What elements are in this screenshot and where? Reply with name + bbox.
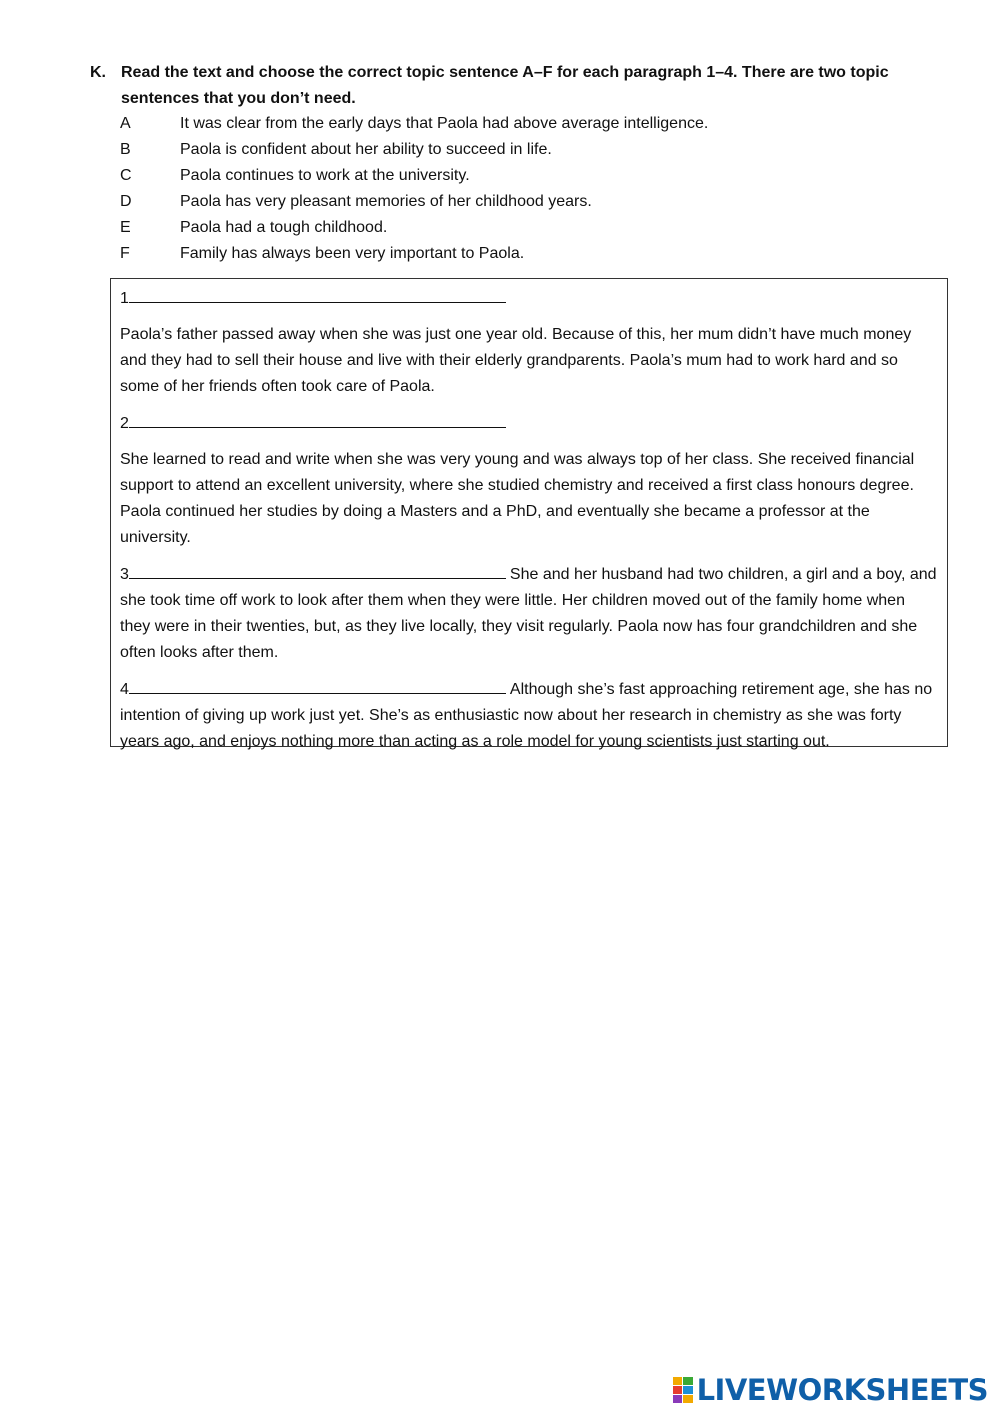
paragraph-number: 4 (120, 681, 129, 698)
exercise-heading (90, 60, 930, 112)
paragraph-4 (120, 676, 938, 755)
option-f (120, 241, 940, 267)
answer-blank-4[interactable] (129, 676, 506, 694)
exercise-letter: K. (90, 64, 106, 81)
paragraph-3 (120, 561, 938, 666)
option-b (120, 137, 940, 163)
answer-blank-2[interactable] (129, 410, 506, 428)
option-a (120, 111, 940, 137)
paragraph-1-answer-line (120, 285, 938, 312)
answer-blank-1[interactable] (129, 285, 506, 303)
option-text: Paola had a tough childhood. (180, 219, 388, 236)
reading-text-box (110, 278, 948, 750)
paragraph-number: 3 (120, 566, 129, 583)
option-d (120, 189, 940, 215)
option-text: Paola is confident about her ability to succeed in life. (180, 141, 552, 158)
option-letter: C (120, 167, 132, 184)
liveworksheets-logo (673, 1374, 988, 1406)
paragraph-number: 1 (120, 290, 129, 307)
brand-name: LIVEWORKSHEETS (696, 1373, 988, 1407)
paragraph-2-text: She learned to read and write when she was very young and was always top of her class. She received financial support to attend an excellent university, where she studied chemistry and received a first class honours degree. Paola continued her studies by doing a Masters and a PhD, and eventually she became a professor at the university. (120, 451, 915, 546)
option-text: Paola continues to work at the university. (180, 167, 470, 184)
option-e (120, 215, 940, 241)
option-letter: F (120, 245, 130, 262)
option-text: Paola has very pleasant memories of her childhood years. (180, 193, 592, 210)
option-c (120, 163, 940, 189)
option-text: It was clear from the early days that Paola had above average intelligence. (180, 115, 709, 132)
option-letter: D (120, 193, 132, 210)
option-letter: E (120, 219, 131, 236)
exercise-instruction: Read the text and choose the correct topic sentence A–F for each paragraph 1–4. There are two topic sentences that you don’t need. (121, 64, 889, 107)
paragraph-2-answer-line (120, 410, 938, 437)
paragraph-1-text: Paola’s father passed away when she was just one year old. Because of this, her mum didn’t have much money and they had to sell their house and live with their elderly grandparents. Paola’s mum had to work hard and so some of her friends often took care of Paola. (120, 326, 912, 395)
paragraph-number: 2 (120, 415, 129, 432)
liveworksheets-mark-icon (673, 1377, 693, 1403)
option-letter: B (120, 141, 131, 158)
option-text: Family has always been very important to Paola. (180, 245, 525, 262)
answer-blank-3[interactable] (129, 561, 506, 579)
option-letter: A (120, 115, 131, 132)
paragraph-4-text: Although she’s fast approaching retirement age, she has no intention of giving up work just yet. She’s as enthusiastic now about her research in chemistry as she was forty years ago, and enjoys nothing more than acting as a role model for young scientists just starting out. (120, 681, 933, 750)
topic-sentence-options (120, 111, 940, 267)
paragraph-3-text: She and her husband had two children, a girl and a boy, and she took time off work to look after them when they were little. Her children moved out of the family home when they were in their twenties, but, as they live locally, they visit regularly. Paola now has four grandchildren and she often looks after them. (120, 566, 937, 661)
